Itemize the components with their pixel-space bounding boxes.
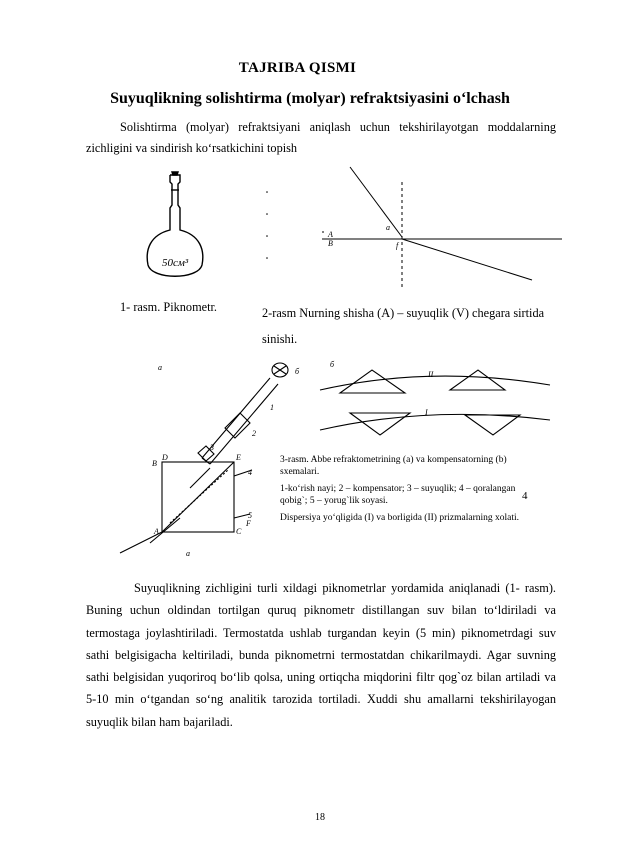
fig2-label-alpha: a [386,223,390,232]
abbe-refractometer-figure [110,358,300,558]
figure3-caption-line: 1-ko‘rish nayi; 2 – kompensator; 3 – suyuqlik; 4 – qoralangan qobig`; 5 – yorug`lik soyasi. [280,484,516,506]
fig3-label-3: 3 [210,443,214,452]
flask-volume-label: 50см³ [162,257,189,269]
fig3-label-1: 1 [270,403,274,412]
figure3-caption-line: 3-rasm. Abbe refraktometrining (a) va kompensatorning (b) sxemalari. [280,455,507,477]
fig3-label-5: 5 [248,511,252,520]
stray-mark: 4 [522,490,528,502]
page-number: 18 [315,812,325,823]
fig3-label-a-bottom: a [186,549,190,558]
fig2-label-a-upper: A [328,230,333,239]
fig2-label-b: B [328,239,333,248]
fig3-label-2: 2 [252,429,256,438]
fig3-label-D: D [162,453,168,462]
intro-paragraph: Solishtirma (molyar) refraktsiyani aniqlash uchun tekshirilayotgan moddalarning zichligini va sindirish ko‘rsatkichini topish [86,120,556,155]
section-subtitle: Suyuqlikning solishtirma (molyar) refraktsiyasini o‘lchash [110,90,510,107]
compensator-prisms-figure [310,355,560,450]
pycnometer-figure [140,170,210,290]
figure3-caption-line: Dispersiya yo‘qligida (I) va borligida (II) prizmalarning xolati. [280,513,520,523]
fig3-label-F: F [246,519,251,528]
body-paragraph: Suyuqlikning zichligini turli xildagi piknometrlar yordamida aniqlanadi (1- rasm). Buning uchun oldindan tortilgan quruq piknometr distillangan suv bilan to‘ldiriladi va termostaga joylashtiriladi. Termostatda ushlab turgandan keyin (5 min) piknometrdagi suv sathi belgisigacha keltiriladi, bunda piknometrni termostatdan chikarilmaydi. Agar suvning sathi belgisidan yuqoriroq bo‘lib qolsa, uning ortiqcha miqdorini filtr qog`oz bilan artiladi va 5-10 min o‘tgandan so‘ng analitik tarozida tortiladi. Xuddi shu amallarni tekshirilayogan suyuqlik bilan ham bajariladi. [86,581,556,729]
fig3-compensator-label-b: б [330,360,335,369]
fig3-label-A: A [154,527,159,536]
fig2-label-beta: f [396,241,399,250]
fig3-label-II: II [428,370,434,379]
fig3-label-C: C [236,527,242,536]
figure1-caption: 1- rasm. Piknometr. [120,300,217,314]
fig3-label-E: E [236,453,241,462]
refraction-figure [262,162,562,287]
fig3-label-4: 4 [248,468,252,477]
fig3-label-b: б [295,367,300,376]
figure2-caption: 2-rasm Nurning shisha (A) – suyuqlik (V) chegara sirtida sinishi. [262,306,545,346]
fig3-label-I: I [425,408,428,417]
section-title: TAJRIBA QISMI [238,60,357,76]
fig3-label-B: B [152,459,157,468]
figure3-caption [280,455,540,531]
fig3-label-a: a [158,363,162,372]
